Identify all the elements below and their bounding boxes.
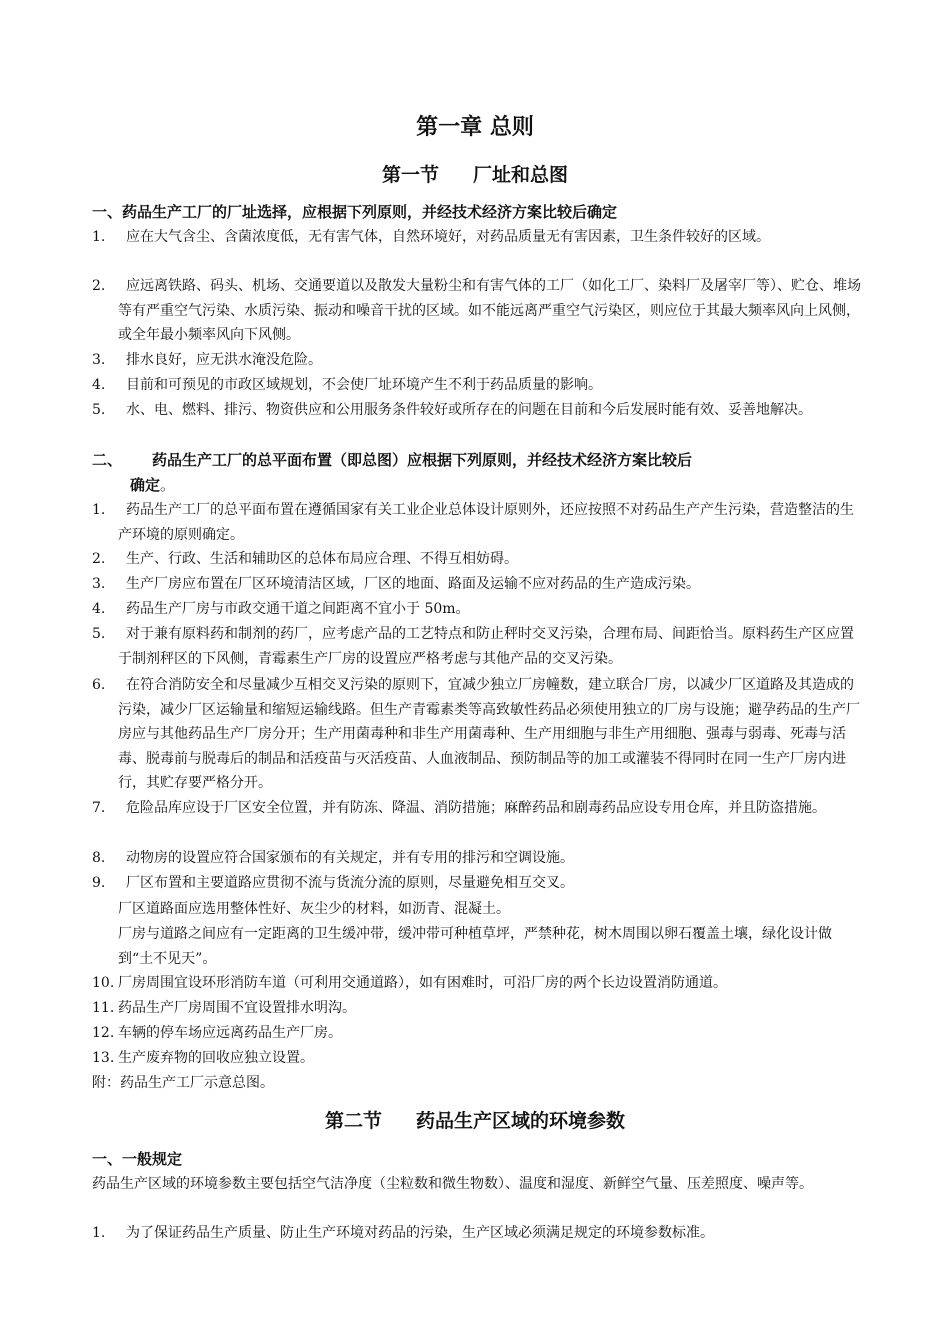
list-item (92, 673, 862, 796)
section-1-number: 第一节 (381, 164, 439, 186)
list-item-text: 生产废弃物的回收应独立设置。 (118, 1050, 314, 1066)
list-item-number: 5. (92, 626, 106, 642)
list-item-text: 排水良好，应无洪水淹没危险。 (126, 352, 322, 368)
list-item (92, 498, 862, 547)
section-2-heading (0, 1107, 950, 1135)
list-item (92, 572, 862, 597)
list-item-number: 3. (92, 576, 106, 592)
list-item-number: 1. (92, 1225, 106, 1241)
list-item-number: 13. (92, 1050, 115, 1066)
list-item (92, 547, 862, 572)
list-item-text: 动物房的设置应符合国家颁布的有关规定，并有专用的排污和空调设施。 (126, 850, 574, 866)
list-item (92, 871, 862, 896)
list-item-number: 11. (92, 1000, 115, 1016)
list-item-number: 9. (92, 875, 106, 891)
list-item-text: 应在大气含尘、含菌浓度低，无有害气体，自然环境好，对药品质量无有害因素，卫生条件较好的区域。 (126, 229, 770, 245)
paragraph-buffer-zone: 厂房与道路之间应有一定距离的卫生缓冲带，缓冲带可种植草坪，严禁种花，树木周围以卵石覆盖土壤，绿化设计做到“土不见天”。 (118, 926, 832, 967)
list-item-text: 药品生产厂房与市政交通干道之间距离不宜小于 50m。 (126, 601, 470, 617)
list-item-text: 厂房周围宜设环形消防车道（可利用交通道路），如有困难时，可沿厂房的两个长边设置消防通道。 (118, 975, 727, 991)
section-2-title: 药品生产区域的环境参数 (416, 1110, 626, 1132)
subheading-general-rules: 一、一般规定 (92, 1150, 183, 1168)
list-item-text: 对于兼有原料药和制剂的药厂，应考虑产品的工艺特点和防止秤时交叉污染，合理布局、间距恰当。原料药生产区应置于制剂秤区的下风侧，青霉素生产厂房的设置应严格考虑与其他产品的交叉污染。 (118, 626, 854, 667)
subheading-line-1: 药品生产工厂的总平面布置（即总图）应根据下列原则，并经技术经济方案比较后 (152, 451, 693, 469)
list-item-text: 目前和可预见的市政区域规划，不会使厂址环境产生不利于药品质量的影响。 (126, 377, 602, 393)
paragraph-env-params: 药品生产区域的环境参数主要包括空气洁净度（尘粒数和微生物数）、温度和湿度、新鲜空气量、压差照度、噪声等。 (92, 1176, 813, 1192)
list-item-text: 生产、行政、生活和辅助区的总体布局应合理、不得互相妨碍。 (126, 551, 518, 567)
subheading-general-layout (92, 448, 872, 498)
appendix-note: 附：药品生产工厂示意总图。 (92, 1075, 274, 1091)
section-1-heading (0, 161, 950, 189)
list-item (92, 622, 862, 671)
list-item-number: 2. (92, 278, 106, 294)
list-item (92, 971, 862, 996)
list-item-text: 为了保证药品生产质量、防止生产环境对药品的污染，生产区域必须满足规定的环境参数标准。 (126, 1225, 714, 1241)
list-item (92, 373, 862, 398)
paragraph-road-material: 厂区道路面应选用整体性好、灰尘少的材料，如沥青、混凝土。 (118, 901, 510, 917)
list-item (92, 348, 862, 373)
list-item (92, 846, 862, 871)
list-item-number: 12. (92, 1025, 115, 1041)
list-item-text: 厂区布置和主要道路应贯彻不流与货流分流的原则，尽量避免相互交叉。 (126, 875, 574, 891)
list-item (92, 398, 862, 423)
list-item (92, 1046, 862, 1071)
list-item-number: 6. (92, 677, 106, 693)
list-item-text: 药品生产工厂的总平面布置在遵循国家有关工业企业总体设计原则外，还应按照不对药品生产产生污染，营造整洁的生产环境的原则确定。 (118, 502, 854, 543)
section-2-number: 第二节 (324, 1110, 382, 1132)
list-item-number: 2. (92, 551, 106, 567)
list-item-text: 药品生产厂房周围不宜设置排水明沟。 (118, 1000, 356, 1016)
list-item (92, 274, 862, 348)
list-item (92, 1221, 862, 1246)
list-item-number: 1. (92, 502, 106, 518)
list-item-text: 水、电、燃料、排污、物资供应和公用服务条件较好或所存在的问题在目前和今后发展时能有效、妥善地解决。 (126, 402, 812, 418)
list-item-text: 应远离铁路、码头、机场、交通要道以及散发大量粉尘和有害气体的工厂（如化工厂、染料厂及屠宰厂等）、贮仓、堆场等有严重空气污染、水质污染、振动和噪音干扰的区域。如不能远离严重空气污染区，则应位于其最大频率风向上风侧，或全年最小频率风向下风侧。 (118, 278, 861, 343)
subheading-site-selection: 一、药品生产工厂的厂址选择，应根据下列原则，并经技术经济方案比较后确定 (92, 203, 618, 221)
list-item-text: 车辆的停车场应远离药品生产厂房。 (118, 1025, 342, 1041)
chapter-title: 第一章 总则 (416, 114, 534, 140)
list-item-number: 4. (92, 601, 106, 617)
list-item-number: 8. (92, 850, 106, 866)
list-item (92, 796, 862, 821)
list-item-number: 10. (92, 975, 115, 991)
list-item-number: 7. (92, 800, 106, 816)
list-item-number: 4. (92, 377, 106, 393)
section-1-title: 厂址和总图 (473, 164, 569, 186)
subheading-tail: 。 (160, 476, 176, 494)
subheading-number: 二、 (92, 451, 123, 469)
list-item-number: 3. (92, 352, 106, 368)
list-item (92, 597, 862, 622)
list-item-text: 生产厂房应布置在厂区环境清洁区域，厂区的地面、路面及运输不应对药品的生产造成污染。 (126, 576, 700, 592)
subheading-line-2: 确定 (130, 476, 161, 494)
list-item-number: 5. (92, 402, 106, 418)
list-item-number: 1. (92, 229, 106, 245)
list-item (92, 996, 862, 1021)
list-item (92, 225, 862, 250)
list-item-text: 在符合消防安全和尽量减少互相交叉污染的原则下，宜减少独立厂房幢数，建立联合厂房，以减少厂区道路及其造成的污染，减少厂区运输量和缩短运输线路。但生产青霉素类等高致敏性药品必须使用独立的厂房与设施；避孕药品的生产厂房应与其他药品生产厂房分开；生产用菌毒种和非生产用菌毒种、生产用细胞与非生产用细胞、强毒与弱毒、死毒与活毒、脱毒前与脱毒后的制品和活疫苗与灭活疫苗、人血液制品、预防制品等的加工或灌装不得同时在同一生产厂房内进行，其贮存要严格分开。 (118, 677, 860, 791)
list-item-text: 危险品库应设于厂区安全位置，并有防冻、降温、消防措施；麻醉药品和剧毒药品应设专用仓库，并且防盗措施。 (126, 800, 826, 816)
list-item (92, 1021, 862, 1046)
